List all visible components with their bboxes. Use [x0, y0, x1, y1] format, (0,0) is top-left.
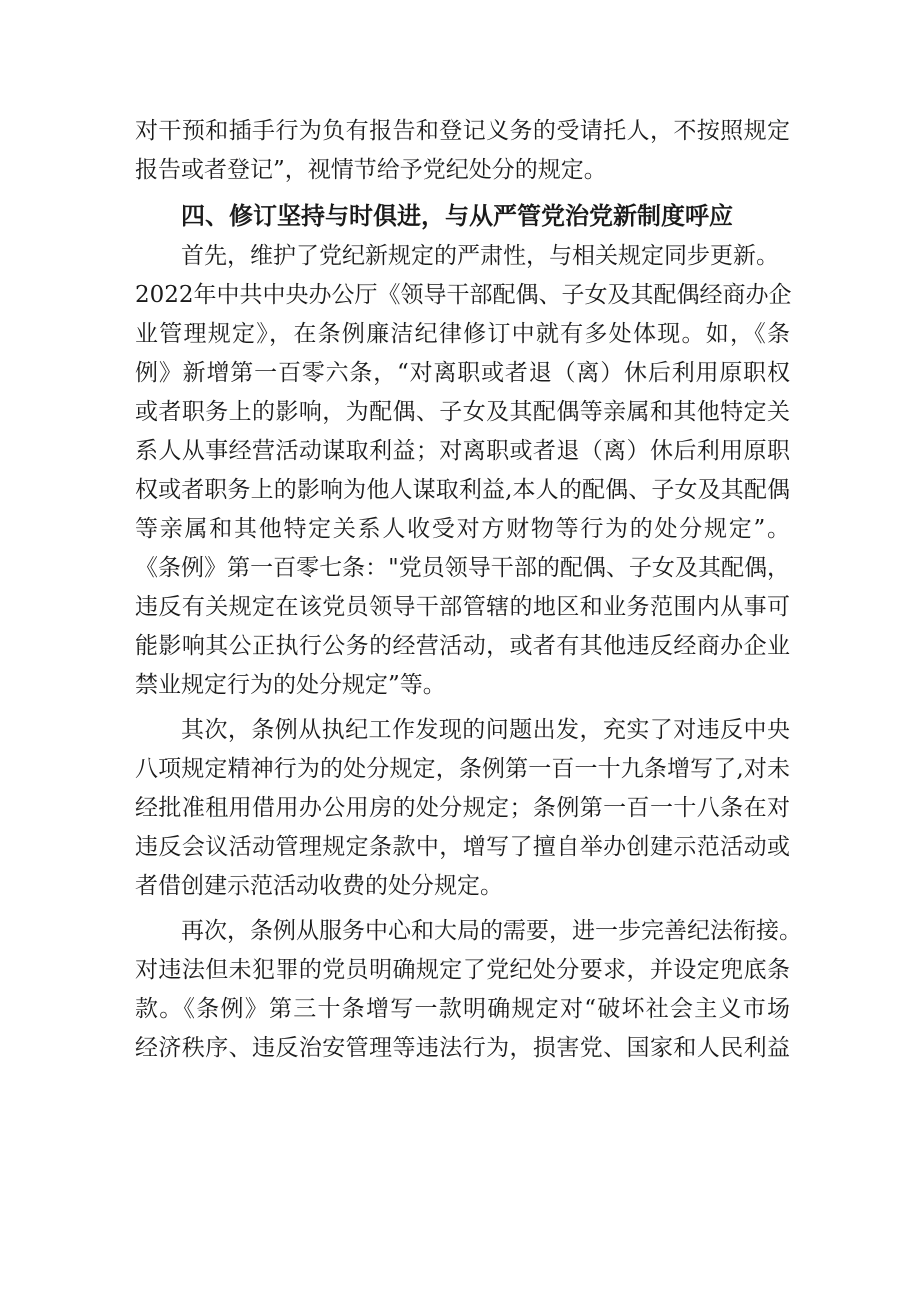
text-line: 违反会议活动管理规定条款中，增写了擅自举办创建示范活动或	[135, 834, 790, 860]
text-line: 对干预和插手行为负有报告和登记义务的受请托人，不按照规定	[135, 118, 790, 144]
text-line: 或者职务上的影响，为配偶、子女及其配偶等亲属和其他特定关	[135, 399, 790, 425]
text-line: 首先，维护了党纪新规定的严肃性，与相关规定同步更新。	[181, 243, 779, 269]
text-line: 者借创建示范活动收费的处分规定。	[135, 873, 503, 899]
text-line: 权或者职务上的影响为他人谋取利益,本人的配偶、子女及其配偶	[135, 477, 790, 503]
text-line: 报告或者登记”，视情节给予党纪处分的规定。	[135, 157, 607, 183]
paragraph-second	[135, 711, 790, 906]
text-line: 能影响其公正执行公务的经营活动，或者有其他违反经商办企业	[135, 633, 790, 659]
section-heading: 四、修订坚持与时俱进，与从严管党治党新制度呼应	[181, 202, 733, 230]
paragraph-continued	[135, 112, 790, 190]
text-line: 款。《条例》第三十条增写一款明确规定对“破坏社会主义市场	[135, 996, 790, 1022]
paragraph-third	[135, 912, 802, 1068]
text-line: 再次，条例从服务中心和大局的需要，进一步完善纪法衔接。	[181, 918, 802, 944]
text-line: 八项规定精神行为的处分规定，条例第一百一十九条增写了,对未	[135, 756, 790, 782]
text-line: 等亲属和其他特定关系人收受对方财物等行为的处分规定”。	[135, 516, 790, 542]
text-line: 2022年中共中央办公厅《领导干部配偶、子女及其配偶经商办企	[135, 282, 792, 308]
text-line: 违反有关规定在该党员领导干部管辖的地区和业务范围内从事可	[135, 594, 790, 620]
text-line: 业管理规定》，在条例廉洁纪律修订中就有多处体现。如，《条	[135, 321, 790, 347]
paragraph-first	[135, 237, 790, 705]
text-line: 《条例》第一百零七条："党员领导干部的配偶、子女及其配偶，	[135, 555, 790, 581]
text-line: 系人从事经营活动谋取利益；对离职或者退（离）休后利用原职	[135, 438, 790, 464]
document-page	[135, 112, 802, 1068]
text-line: 其次，条例从执纪工作发现的问题出发，充实了对违反中央	[181, 717, 790, 743]
text-line: 对违法但未犯罪的党员明确规定了党纪处分要求，并设定兜底条	[135, 957, 790, 983]
text-line: 经济秩序、违反治安管理等违法行为，损害党、国家和人民利益	[135, 1035, 790, 1061]
text-line: 经批准租用借用办公用房的处分规定；条例第一百一十八条在对	[135, 795, 790, 821]
text-line: 例》新增第一百零六条，“对离职或者退（离）休后利用原职权	[135, 360, 790, 386]
text-line: 禁业规定行为的处分规定”等。	[135, 672, 446, 698]
